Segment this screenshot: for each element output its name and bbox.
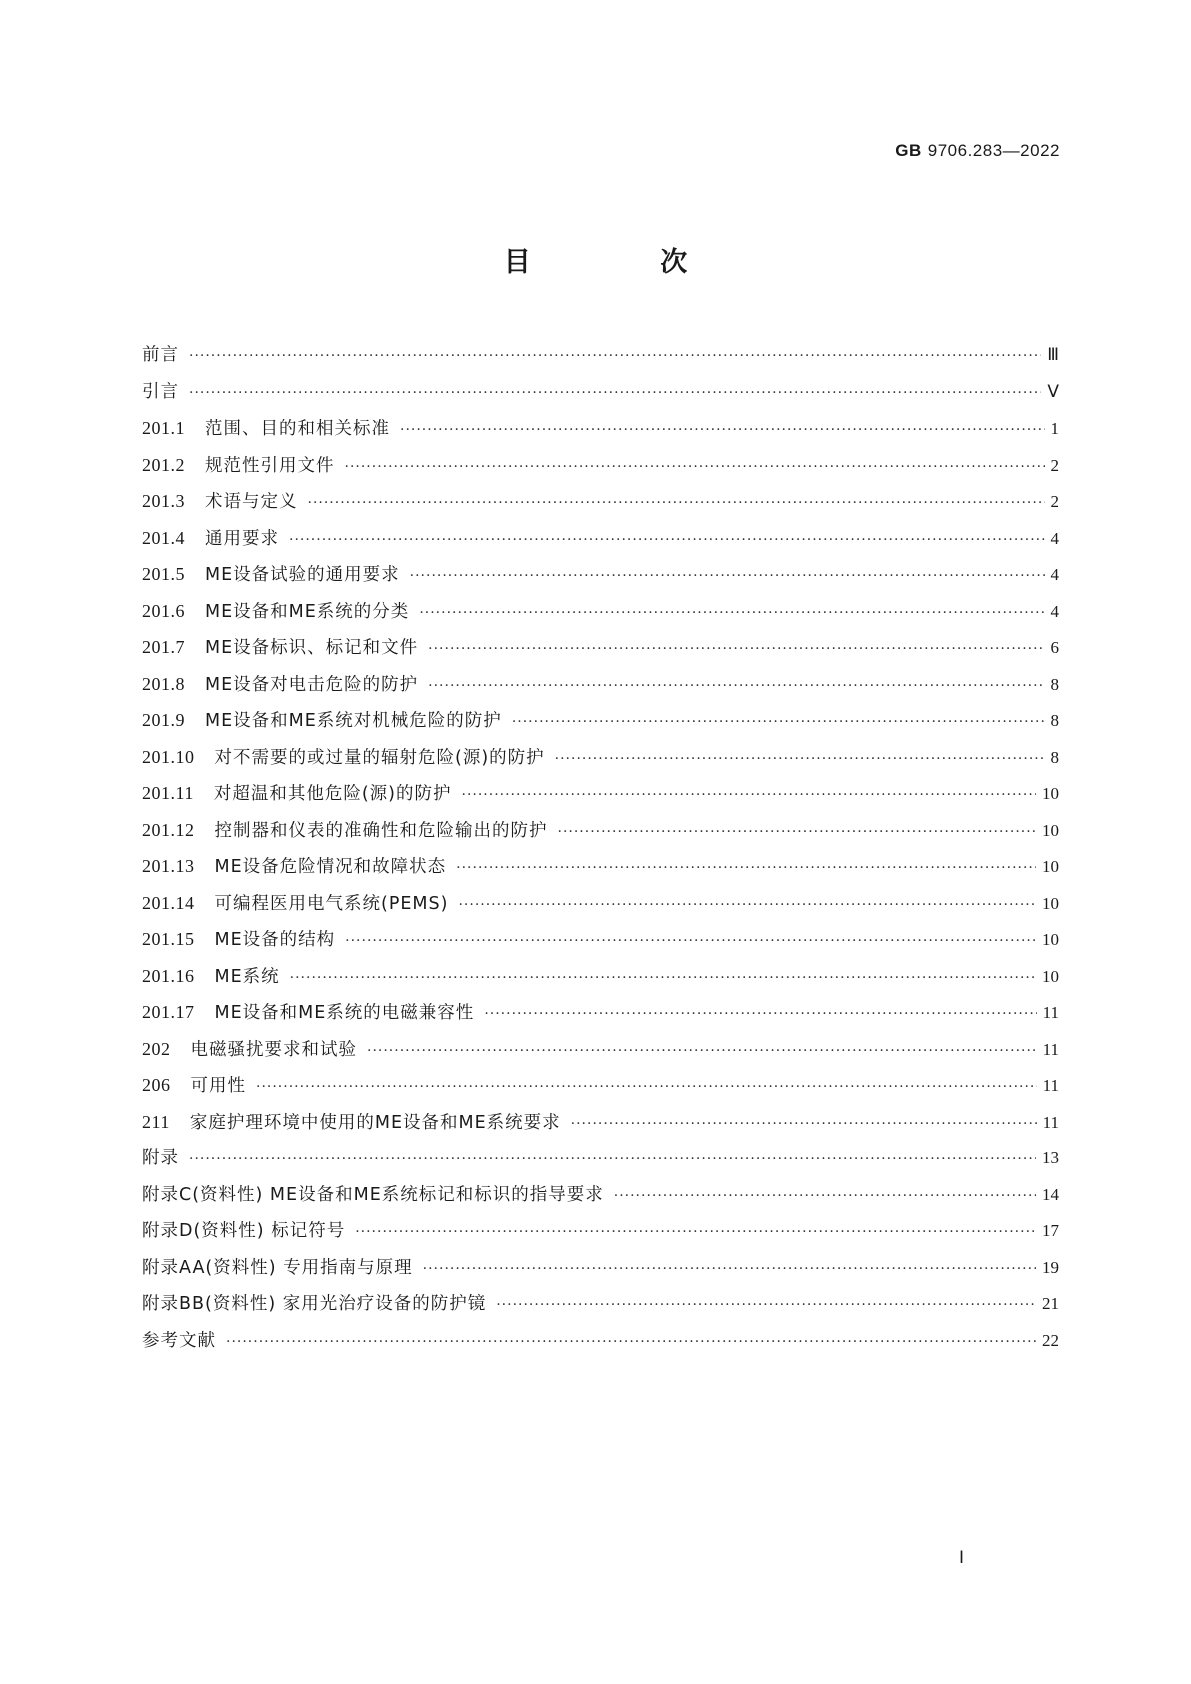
toc-entry[interactable] — [142, 1104, 1059, 1141]
toc-entry-label: 规范性引用文件 — [205, 455, 335, 476]
toc-entry-number: 201.10 — [142, 746, 195, 767]
toc-leader-dots — [555, 741, 1045, 778]
toc-entry-number: 201.1 — [142, 418, 185, 438]
toc-entry-label: ME设备标识、标记和文件 — [205, 638, 419, 658]
toc-entry-label: ME设备和ME系统对机械危险的防护 — [205, 711, 502, 731]
toc-entry-number: 201.4 — [142, 527, 185, 548]
toc-entry-number: 201.12 — [142, 819, 195, 840]
toc-entry[interactable] — [142, 702, 1059, 739]
toc-entry-label: 附录AA(资料性) 专用指南与原理 — [142, 1257, 413, 1278]
toc-entry-label: ME设备危险情况和故障状态 — [214, 857, 447, 877]
toc-entry[interactable] — [142, 739, 1059, 776]
toc-entry[interactable] — [142, 1323, 1059, 1360]
toc-entry[interactable] — [142, 629, 1059, 666]
toc-entry-page: 8 — [1050, 747, 1059, 767]
toc-entry-label: ME设备对电击危险的防护 — [205, 674, 419, 695]
toc-entry[interactable] — [142, 1286, 1059, 1323]
toc-entry[interactable] — [142, 885, 1059, 922]
page-number: Ⅰ — [958, 1548, 964, 1567]
toc-entry[interactable] — [142, 410, 1059, 447]
toc-leader-dots — [496, 1287, 1036, 1324]
toc-entry-page: 4 — [1050, 528, 1059, 548]
toc-entry-label: ME设备的结构 — [214, 930, 336, 950]
toc-entry[interactable] — [142, 447, 1059, 484]
toc-entry-label: 对不需要的或过量的辐射危险(源)的防护 — [214, 747, 545, 768]
toc-entry-number: 201.11 — [142, 783, 194, 803]
toc-entry-number: 201.15 — [142, 929, 195, 949]
toc-entry-label: 附录C(资料性) ME设备和ME系统标记和标识的指导要求 — [142, 1184, 604, 1205]
toc-entry-label: 对超温和其他危险(源)的防护 — [213, 784, 452, 804]
standard-number: 9706.283—2022 — [927, 141, 1060, 160]
toc-entry-page: 8 — [1050, 674, 1059, 694]
toc-leader-dots — [256, 1069, 1037, 1106]
toc-entry-label: 家庭护理环境中使用的ME设备和ME系统要求 — [189, 1112, 561, 1133]
toc-entry-label: ME系统 — [214, 966, 280, 987]
toc-entry-label: 范围、目的和相关标准 — [205, 419, 390, 439]
toc-leader-dots — [226, 1324, 1036, 1361]
toc-entry-page: 22 — [1042, 1330, 1059, 1350]
toc-entry-page: 13 — [1042, 1148, 1059, 1167]
toc-entry-page: 2 — [1050, 492, 1059, 511]
toc-entry-page: Ⅲ — [1047, 345, 1059, 364]
toc-leader-dots — [189, 1141, 1036, 1178]
toc-leader-dots — [189, 338, 1041, 375]
toc-leader-dots — [423, 1251, 1036, 1288]
toc-entry[interactable] — [142, 775, 1059, 812]
toc-entry-page: 4 — [1050, 601, 1059, 621]
toc-entry-page: Ⅴ — [1047, 381, 1059, 401]
toc-leader-dots — [400, 412, 1045, 449]
toc-leader-dots — [462, 777, 1037, 814]
toc-entry-page: 17 — [1042, 1221, 1059, 1240]
toc-entry-page: 11 — [1042, 1076, 1059, 1095]
toc-leader-dots — [458, 887, 1036, 924]
standard-prefix: GB — [895, 141, 922, 160]
toc-leader-dots — [308, 485, 1045, 522]
toc-entry-label: 可用性 — [190, 1076, 246, 1096]
toc-leader-dots — [428, 668, 1044, 705]
toc-entry-number: 201.17 — [142, 1002, 195, 1022]
toc-entry[interactable] — [142, 593, 1059, 630]
toc-entry-number: 206 — [142, 1075, 171, 1095]
toc-entry-label: 电磁骚扰要求和试验 — [190, 1039, 357, 1060]
toc-leader-dots — [367, 1033, 1037, 1070]
toc-entry-number: 201.2 — [142, 454, 185, 475]
toc-entry-label: 附录 — [142, 1148, 179, 1168]
toc-entry-number: 211 — [142, 1111, 170, 1132]
toc-leader-dots — [410, 558, 1045, 595]
toc-entry[interactable] — [142, 1140, 1059, 1177]
toc-entry-page: 10 — [1042, 857, 1059, 876]
page-title: 目 次 — [503, 247, 748, 278]
toc-entry-number: 201.14 — [142, 892, 195, 913]
toc-entry-number: 201.8 — [142, 673, 185, 694]
toc-entry[interactable] — [142, 666, 1059, 703]
toc-entry-page: 10 — [1042, 966, 1059, 986]
toc-entry[interactable] — [142, 1213, 1059, 1250]
toc-entry[interactable] — [142, 520, 1059, 557]
toc-entry[interactable] — [142, 994, 1059, 1031]
toc-entry-page: 11 — [1042, 1112, 1059, 1132]
toc-entry-label: 控制器和仪表的准确性和危险输出的防护 — [214, 820, 548, 841]
toc-entry-number: 201.7 — [142, 637, 185, 657]
toc-entry-label: 附录BB(资料性) 家用光治疗设备的防护镜 — [142, 1294, 487, 1314]
toc-entry-number: 201.6 — [142, 600, 185, 621]
toc-entry[interactable] — [142, 812, 1059, 849]
toc-leader-dots — [290, 960, 1036, 997]
toc-entry-label: 术语与定义 — [205, 492, 298, 512]
toc-entry-label: 参考文献 — [142, 1330, 216, 1351]
toc-entry-number: 201.16 — [142, 965, 195, 986]
toc-leader-dots — [484, 996, 1036, 1033]
toc-entry-page: 10 — [1042, 930, 1059, 949]
toc-entry[interactable] — [142, 337, 1059, 374]
toc-entry[interactable] — [142, 1067, 1059, 1104]
toc-entry-page: 21 — [1042, 1294, 1059, 1313]
toc-entry-number: 201.13 — [142, 856, 195, 876]
toc-leader-dots — [428, 631, 1044, 668]
toc-leader-dots — [558, 814, 1037, 851]
toc-entry-label: 前言 — [142, 345, 179, 365]
toc-entry[interactable] — [142, 556, 1059, 593]
toc-entry-page: 10 — [1042, 820, 1059, 840]
toc-entry[interactable] — [142, 921, 1059, 958]
toc-entry-page: 11 — [1042, 1039, 1059, 1059]
toc-entry-page: 1 — [1050, 419, 1059, 438]
toc-entry-number: 202 — [142, 1038, 171, 1059]
toc-entry-label: ME设备和ME系统的电磁兼容性 — [214, 1003, 475, 1023]
toc-leader-dots — [614, 1178, 1036, 1215]
toc-entry[interactable] — [142, 374, 1059, 411]
toc-entry-page: 10 — [1042, 784, 1059, 803]
toc-entry[interactable] — [142, 958, 1059, 995]
toc-entry-page: 10 — [1042, 893, 1059, 913]
toc-leader-dots — [419, 595, 1044, 632]
toc-leader-dots — [512, 704, 1045, 741]
toc-entry-page: 2 — [1050, 455, 1059, 475]
toc-entry-label: 引言 — [142, 381, 179, 402]
toc-entry[interactable] — [142, 848, 1059, 885]
toc-entry-page: 8 — [1050, 711, 1059, 730]
toc-entry-page: 19 — [1042, 1257, 1059, 1277]
toc-leader-dots — [289, 522, 1045, 559]
toc-entry[interactable] — [142, 1177, 1059, 1214]
toc-leader-dots — [355, 1214, 1036, 1251]
toc-entry-label: ME设备试验的通用要求 — [205, 565, 400, 585]
toc-leader-dots — [345, 923, 1036, 960]
toc-entry[interactable] — [142, 483, 1059, 520]
toc-entry[interactable] — [142, 1031, 1059, 1068]
toc-entry-number: 201.9 — [142, 710, 185, 730]
toc-entry-page: 6 — [1050, 638, 1059, 657]
toc-entry-page: 14 — [1042, 1184, 1059, 1204]
toc-entry-label: ME设备和ME系统的分类 — [205, 601, 410, 622]
toc-entry-number: 201.5 — [142, 564, 185, 584]
toc-entry-page: 11 — [1042, 1003, 1059, 1022]
standard-code — [895, 141, 1060, 161]
toc-entry-page: 4 — [1050, 565, 1059, 584]
toc-entry-number: 201.3 — [142, 491, 185, 511]
toc-entry-label: 通用要求 — [205, 528, 279, 549]
toc-leader-dots — [345, 449, 1045, 486]
table-of-contents — [142, 337, 1059, 1359]
toc-entry-label: 附录D(资料性) 标记符号 — [142, 1221, 346, 1241]
toc-leader-dots — [571, 1106, 1037, 1143]
toc-leader-dots — [189, 375, 1041, 412]
toc-entry-label: 可编程医用电气系统(PEMS) — [214, 893, 449, 914]
toc-leader-dots — [456, 850, 1036, 887]
toc-entry[interactable] — [142, 1250, 1059, 1287]
